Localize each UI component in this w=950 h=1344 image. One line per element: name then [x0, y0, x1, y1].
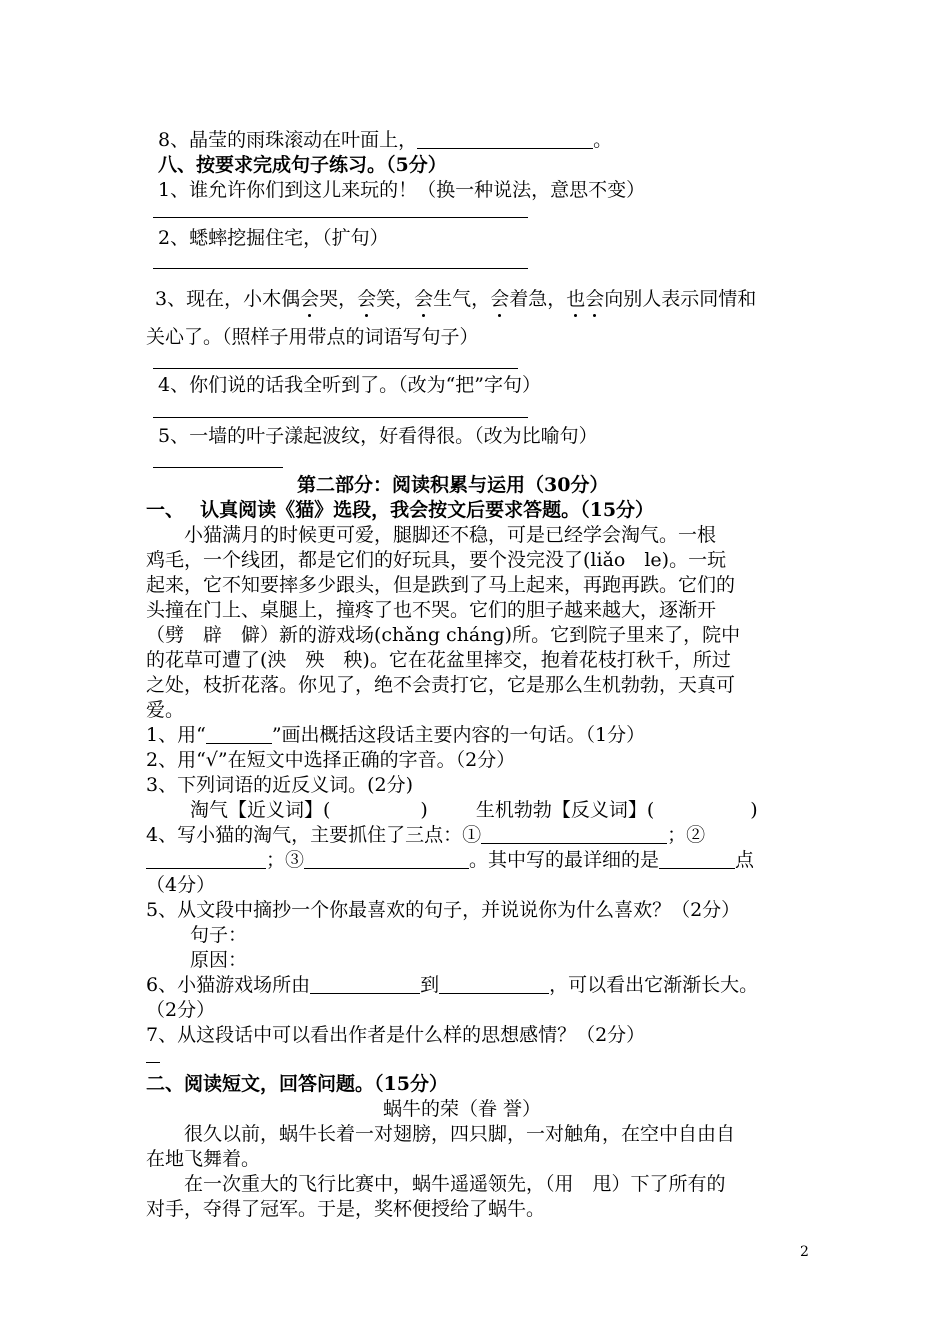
sentence-1: 1、谁允许你们到这儿来玩的！（换一种说法，意思不变）: [158, 179, 646, 201]
answer-line[interactable]: [153, 217, 528, 218]
question-6: 6、小猫游戏场所由 到 ，可以看出它渐渐长大。: [146, 974, 759, 996]
answer-blank[interactable]: [481, 825, 667, 844]
sentence-4: 4、你们说的话我全听到了。（改为“把”字句）: [158, 374, 542, 396]
answer-line[interactable]: [153, 417, 528, 418]
question-5-reason: 原因：: [190, 949, 248, 971]
question-5: 5、从文段中摘抄一个你最喜欢的句子，并说说你为什么喜欢？（2分）: [146, 899, 741, 921]
passage-line: （劈 辟 僻）新的游戏场(chǎng chánɡ)所。它到院子里来了，院中: [146, 624, 741, 646]
question-8: 8、晶莹的雨珠滚动在叶面上， 。: [158, 129, 613, 151]
answer-line[interactable]: [153, 268, 528, 269]
question-4-score: （4分）: [146, 874, 216, 896]
passage-line: 鸡毛，一个线团，都是它们的好玩具，要个没完没了(liǎo le)。一玩: [146, 549, 727, 571]
question-5-sentence: 句子：: [190, 924, 248, 946]
question-2: 2、用“√”在短文中选择正确的字音。（2分）: [146, 749, 516, 771]
answer-blank[interactable]: [417, 130, 593, 149]
sentence-3-continued: 关心了。（照样子用带点的词语写句子）: [146, 326, 479, 348]
question-4: 4、写小猫的淘气，主要抓住了三点：① ；②: [146, 824, 706, 846]
page-number: 2: [800, 1244, 809, 1260]
answer-blank[interactable]: [310, 975, 420, 994]
story-title: 蜗牛的荣（眷 誉）: [383, 1098, 542, 1120]
sentence-3: 3、现在，小木偶会哭，会笑，会生气，会着急，也会向别人表示同情和: [155, 288, 757, 310]
answer-blank[interactable]: [304, 850, 469, 869]
story-line: 很久以前，蜗牛长着一对翅膀，四只脚，一对触角，在空中自由自: [146, 1123, 736, 1145]
question-6-score: （2分）: [146, 999, 216, 1021]
passage-line: 起来，它不知要摔多少跟头，但是跌到了马上起来，再跑再跌。它们的: [146, 574, 736, 596]
sentence-5: 5、一墙的叶子漾起波纹，好看得很。（改为比喻句）: [158, 425, 598, 447]
passage-line: 小猫满月的时候更可爱，腿脚还不稳，可是已经学会淘气。一根: [146, 524, 717, 546]
question-1: 1、用“ ”画出概括这段话主要内容的一句话。（1分）: [146, 724, 646, 746]
question-4-continued: ；③ 。其中写的最详细的是 点: [146, 848, 754, 872]
answer-blank[interactable]: [146, 850, 266, 869]
answer-line[interactable]: [153, 467, 283, 468]
section-8-title: 八、按要求完成句子练习。（5分）: [158, 154, 447, 176]
answer-blank[interactable]: [659, 850, 735, 869]
section-2-title: 二、阅读短文，回答问题。（15分）: [146, 1073, 448, 1095]
passage-line: 头撞在门上、桌腿上，撞疼了也不哭。它们的胆子越来越大，逐渐开: [146, 599, 717, 621]
question-7: 7、从这段话中可以看出作者是什么样的思想感情？（2分）: [146, 1024, 646, 1046]
passage-line: 爱。: [146, 699, 185, 721]
passage-line: 的花草可遭了(泱 殃 秧)。它在花盆里摔交，抱着花枝打秋千，所过: [146, 649, 731, 671]
answer-blank[interactable]: [439, 975, 549, 994]
part-2-title: 第二部分：阅读积累与运用（30分）: [297, 474, 609, 496]
question-3-items: 淘气【近义词】( ) 生机勃勃【反义词】( ): [190, 799, 758, 821]
answer-line[interactable]: [146, 1062, 160, 1063]
answer-line[interactable]: [153, 368, 518, 369]
story-line: 在一次重大的飞行比赛中，蜗牛遥遥领先，（用 甩）下了所有的: [146, 1173, 726, 1195]
section-1-title: 一、 认真阅读《猫》选段，我会按文后要求答题。（15分）: [146, 499, 655, 521]
underline-sample: [206, 725, 272, 744]
question-3: 3、下列词语的近反义词。(2分): [146, 774, 414, 796]
story-line: 在地飞舞着。: [146, 1148, 261, 1170]
sentence-2: 2、蟋蟀挖掘住宅，（扩句）: [158, 227, 389, 249]
passage-line: 之处，枝折花落。你见了，绝不会责打它，它是那么生机勃勃，天真可: [146, 674, 736, 696]
story-line: 对手，夺得了冠军。于是，奖杯便授给了蜗牛。: [146, 1198, 546, 1220]
